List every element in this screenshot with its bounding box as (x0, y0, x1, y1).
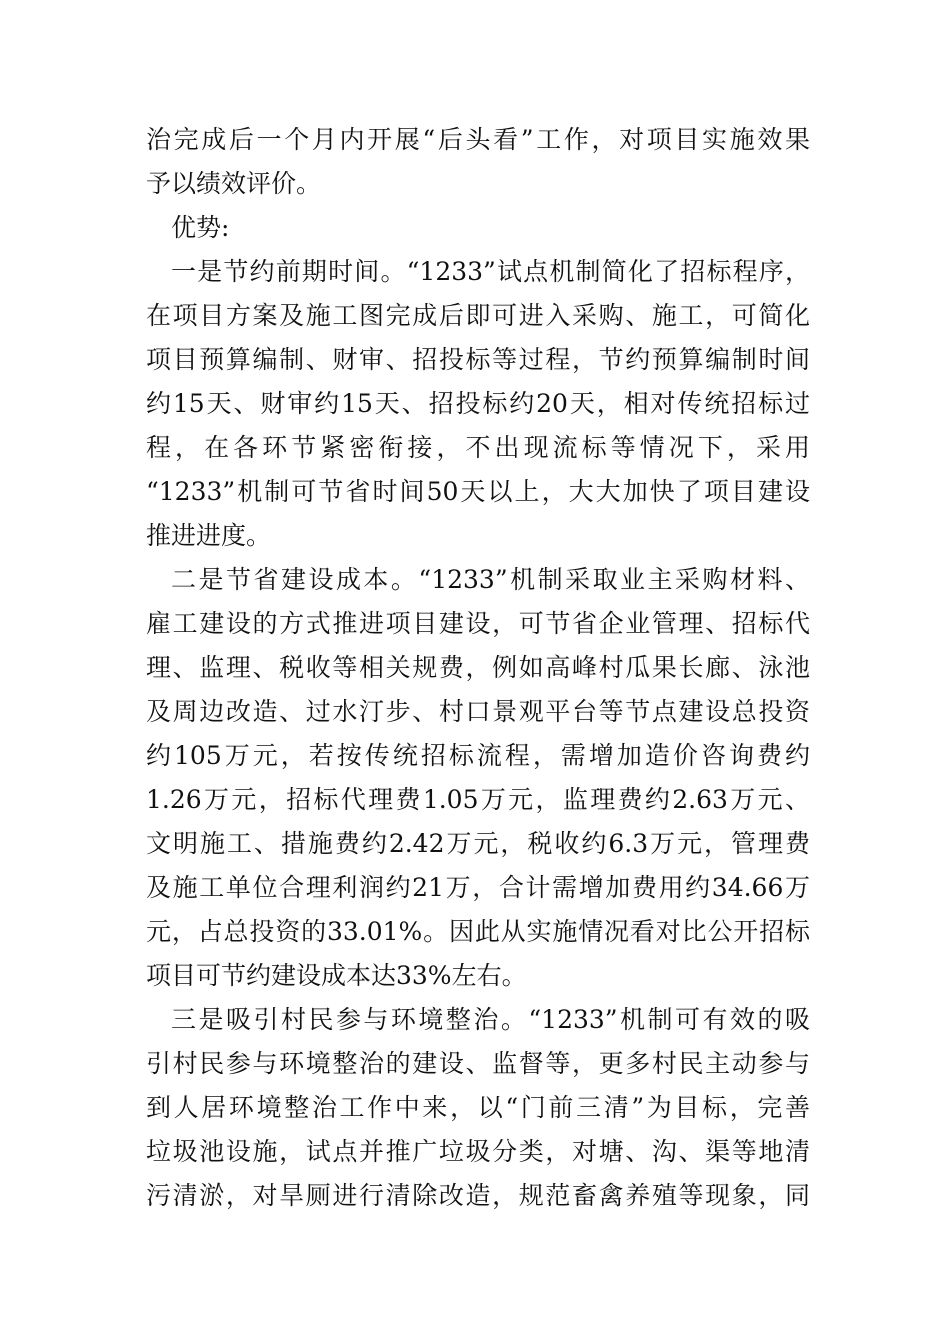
text-line: 予以绩效评价。 (146, 169, 322, 198)
text-line: 垃圾池设施，试点并推广垃圾分类，对塘、沟、渠等地清 (146, 1137, 810, 1166)
text-line: 项目预算编制、财审、招投标等过程，节约预算编制时间 (146, 345, 810, 374)
text-line: 引村民参与环境整治的建设、监督等，更多村民主动参与 (146, 1049, 810, 1078)
text-line: “1233”机制可节省时间50天以上，大大加快了项目建设 (146, 477, 810, 506)
text-line: 项目可节约建设成本达33%左右。 (146, 961, 527, 990)
text-line: 1.26万元，招标代理费1.05万元，监理费约2.63万元、 (146, 785, 810, 814)
text-line: 约105万元，若按传统招标流程，需增加造价咨询费约 (146, 741, 810, 770)
text-line: 污清淤，对旱厕进行清除改造，规范畜禽养殖等现象，同 (146, 1181, 810, 1210)
text-line: 推进进度。 (146, 521, 272, 550)
section-heading: 优势: (171, 213, 230, 242)
document-page (146, 118, 810, 1218)
text-line: 到人居环境整治工作中来，以“门前三清”为目标，完善 (146, 1093, 810, 1122)
text-line: 约15天、财审约15天、招投标约20天，相对传统招标过 (146, 389, 810, 418)
text-line: 在项目方案及施工图完成后即可进入采购、施工，可简化 (146, 301, 810, 330)
text-line: 二是节省建设成本。“1233”机制采取业主采购材料、 (171, 565, 810, 594)
text-line: 及施工单位合理利润约21万，合计需增加费用约34.66万 (146, 873, 810, 902)
text-line: 及周边改造、过水汀步、村口景观平台等节点建设总投资 (146, 697, 810, 726)
text-line: 元，占总投资的33.01%。因此从实施情况看对比公开招标 (146, 917, 810, 946)
text-line: 三是吸引村民参与环境整治。“1233”机制可有效的吸 (171, 1005, 810, 1034)
text-line: 理、监理、税收等相关规费，例如高峰村瓜果长廊、泳池 (146, 653, 810, 682)
text-line: 一是节约前期时间。“1233”试点机制简化了招标程序， (171, 257, 810, 286)
text-line: 程，在各环节紧密衔接，不出现流标等情况下，采用 (146, 433, 810, 462)
text-line: 治完成后一个月内开展“后头看”工作，对项目实施效果 (146, 125, 810, 154)
text-line: 雇工建设的方式推进项目建设，可节省企业管理、招标代 (146, 609, 810, 638)
text-line: 文明施工、措施费约2.42万元，税收约6.3万元，管理费 (146, 829, 810, 858)
